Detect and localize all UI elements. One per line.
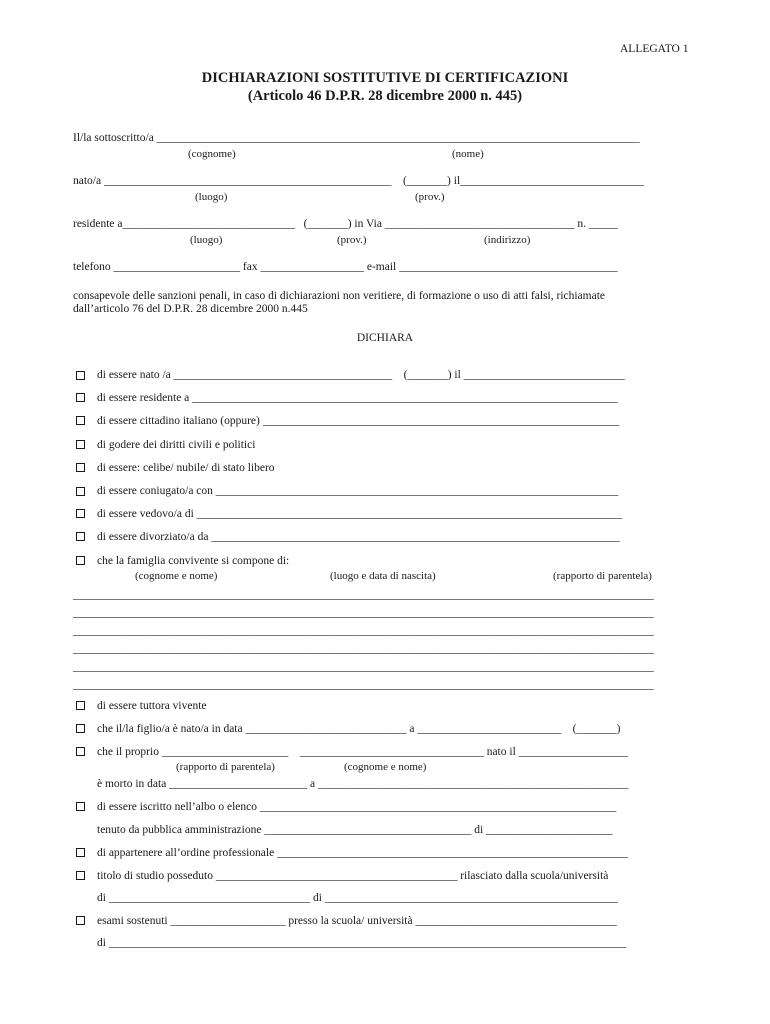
famiglia-row[interactable]: _____________________________________________________________________________________________________	[73, 607, 654, 619]
indirizzo-caption: (indirizzo)	[484, 234, 531, 246]
contatti-field[interactable]: telefono ______________________ fax __________________ e-mail ______________________________________	[73, 261, 618, 273]
checkbox-famiglia[interactable]	[76, 556, 85, 565]
checkbox-residente[interactable]	[76, 393, 85, 402]
consapevole-text-2: dall’articolo 76 del D.P.R. 28 dicembre 2000 n.445	[73, 303, 308, 315]
checkbox-divorziato[interactable]	[76, 532, 85, 541]
famiglia-row[interactable]: _____________________________________________________________________________________________________	[73, 589, 654, 601]
item-cittadino[interactable]: di essere cittadino italiano (oppure) ______________________________________________________________	[97, 415, 620, 427]
item-esami-di[interactable]: di __________________________________________________________________________________________	[97, 937, 627, 949]
famiglia-row[interactable]: _____________________________________________________________________________________________________	[73, 679, 654, 691]
checkbox-figlio[interactable]	[76, 724, 85, 733]
famiglia-col-nascita: (luogo e data di nascita)	[330, 570, 436, 582]
item-celibe: di essere: celibe/ nubile/ di stato libero	[97, 462, 275, 474]
checkbox-albo[interactable]	[76, 802, 85, 811]
checkbox-titolo[interactable]	[76, 871, 85, 880]
item-figlio[interactable]: che il/la figlio/a è nato/a in data ____________________________ a _________________________ (_______)	[97, 723, 621, 735]
checkbox-diritti[interactable]	[76, 440, 85, 449]
prov-caption: (prov.)	[415, 191, 445, 203]
checkbox-ordine[interactable]	[76, 848, 85, 857]
checkbox-esami[interactable]	[76, 916, 85, 925]
item-residente[interactable]: di essere residente a __________________________________________________________________________	[97, 392, 618, 404]
prov-caption-2: (prov.)	[337, 234, 367, 246]
famiglia-col-parentela: (rapporto di parentela)	[553, 570, 652, 582]
parentela-caption: (rapporto di parentela)	[176, 761, 275, 773]
checkbox-celibe[interactable]	[76, 463, 85, 472]
item-diritti: di godere dei diritti civili e politici	[97, 439, 256, 451]
item-coniugato[interactable]: di essere coniugato/a con ______________________________________________________________________	[97, 485, 619, 497]
item-vedovo[interactable]: di essere vedovo/a di __________________________________________________________________________	[97, 508, 623, 520]
item-ordine[interactable]: di appartenere all’ordine professionale _____________________________________________________________	[97, 847, 628, 859]
famiglia-row[interactable]: _____________________________________________________________________________________________________	[73, 643, 654, 655]
item-famiglia: che la famiglia convivente si compone di:	[97, 555, 290, 567]
item-titolo-di[interactable]: di ___________________________________ di ___________________________________________________	[97, 892, 619, 904]
item-tenuto[interactable]: tenuto da pubblica amministrazione ____________________________________ di ______________________	[97, 824, 613, 836]
checkbox-coniugato[interactable]	[76, 487, 85, 496]
item-morto[interactable]: è morto in data ________________________ a ______________________________________________________	[97, 778, 629, 790]
consapevole-text-1: consapevole delle sanzioni penali, in caso di dichiarazioni non veritiere, di formazione o uso di atti falsi, richiamate	[73, 290, 606, 302]
checkbox-vivente[interactable]	[76, 701, 85, 710]
document-subtitle: (Articolo 46 D.P.R. 28 dicembre 2000 n. 445)	[247, 88, 523, 104]
document-title: DICHIARAZIONI SOSTITUTIVE DI CERTIFICAZIONI	[201, 70, 569, 86]
checkbox-vedovo[interactable]	[76, 509, 85, 518]
nato-field[interactable]: nato/a __________________________________________________ (_______) il________________________________	[73, 175, 645, 187]
allegato-label: ALLEGATO 1	[620, 43, 689, 55]
item-titolo[interactable]: titolo di studio posseduto __________________________________________ rilasciato dalla scuola/università	[97, 870, 609, 882]
item-albo[interactable]: di essere iscritto nell’albo o elenco ______________________________________________________________	[97, 801, 617, 813]
checkbox-cittadino[interactable]	[76, 416, 85, 425]
checkbox-proprio[interactable]	[76, 747, 85, 756]
sottoscritto-field[interactable]: Il/la sottoscritto/a ____________________________________________________________________________________	[73, 132, 640, 144]
item-vivente: di essere tuttora vivente	[97, 700, 207, 712]
checkbox-nato[interactable]	[76, 371, 85, 380]
famiglia-row[interactable]: _____________________________________________________________________________________________________	[73, 661, 654, 673]
nome-caption: (nome)	[452, 148, 484, 160]
famiglia-col-nome: (cognome e nome)	[135, 570, 218, 582]
famiglia-row[interactable]: _____________________________________________________________________________________________________	[73, 625, 654, 637]
item-divorziato[interactable]: di essere divorziato/a da _______________________________________________________________________	[97, 531, 620, 543]
cognome-nome-caption: (cognome e nome)	[344, 761, 427, 773]
dichiara-heading: DICHIARA	[356, 332, 414, 344]
luogo-caption-2: (luogo)	[190, 234, 223, 246]
luogo-caption: (luogo)	[195, 191, 228, 203]
residente-field[interactable]: residente a______________________________ (_______) in Via _________________________________ n. _____	[73, 218, 618, 230]
item-esami[interactable]: esami sostenuti ____________________ presso la scuola/ università ___________________________________	[97, 915, 617, 927]
item-proprio[interactable]: che il proprio ______________________ ________________________________ nato il ___________________	[97, 746, 628, 758]
cognome-caption: (cognome)	[188, 148, 236, 160]
item-nato[interactable]: di essere nato /a ______________________________________ (_______) il ____________________________	[97, 369, 625, 381]
